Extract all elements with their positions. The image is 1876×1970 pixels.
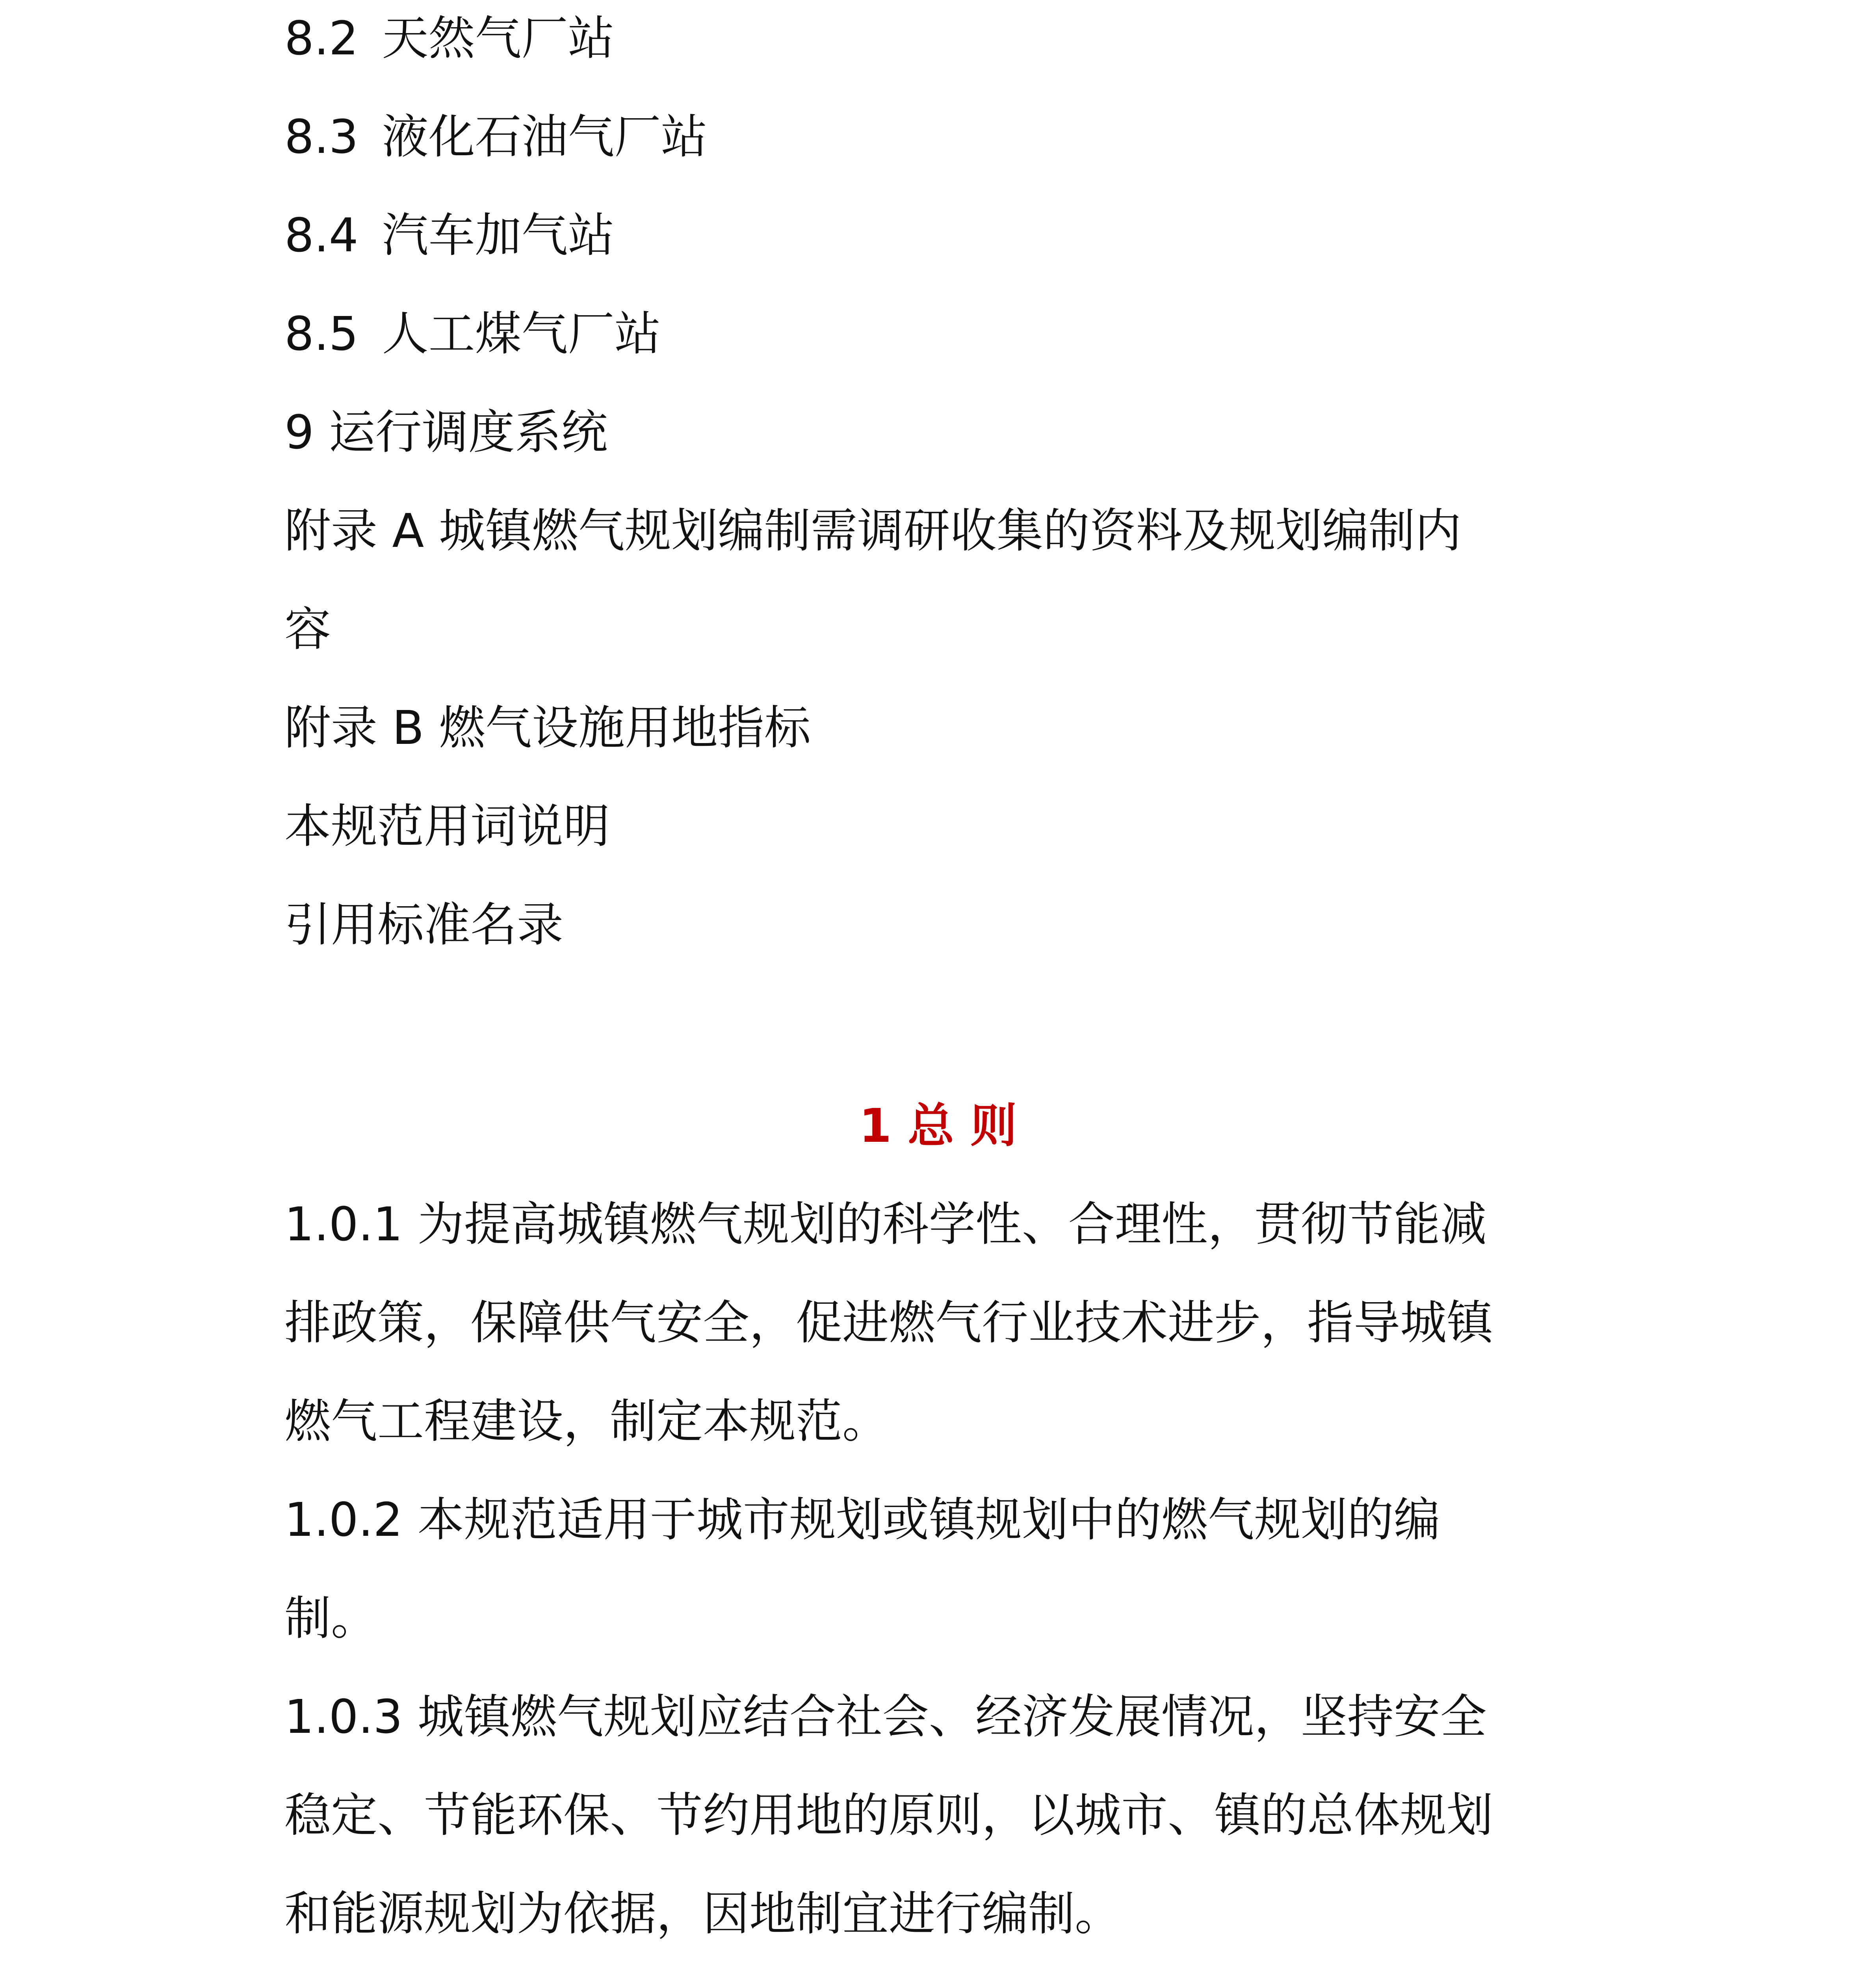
toc-entry-references (284, 895, 563, 954)
toc-entry-8-3 (284, 107, 708, 166)
toc-entry-8-4 (284, 206, 615, 265)
clause-1-0-3-line-1: 1.0.3 城镇燃气规划应结合社会、经济发展情况，坚持安全 (284, 1689, 1487, 1744)
toc-entry-title: 液化石油气厂站 (382, 110, 708, 164)
toc-entry-title: 天然气厂站 (382, 11, 615, 65)
toc-entry-8-5 (284, 304, 661, 363)
toc-entry-title: 汽车加气站 (382, 208, 615, 262)
clause-1-0-1-line-2: 排政策，保障供气安全，促进燃气行业技术进步，指导城镇 (284, 1295, 1493, 1350)
toc-entry-title: 本规范用词说明 (284, 799, 610, 853)
toc-entry-number: 8.4 (284, 208, 358, 262)
toc-entry-number: 8.3 (284, 110, 358, 164)
clause-1-0-2-line-2: 制。 (284, 1591, 378, 1645)
clause-1-0-3-line-2: 稳定、节能环保、节约用地的原则，以城市、镇的总体规划 (284, 1788, 1493, 1842)
toc-entry-number: 8.5 (284, 307, 358, 361)
toc-entry-appendix-a-cont (284, 600, 331, 659)
toc-entry-8-2 (284, 9, 615, 68)
toc-entry-title: 附录 A 城镇燃气规划编制需调研收集的资料及规划编制内 (284, 504, 1462, 558)
clause-1-0-3-line-3: 和能源规划为依据，因地制宜进行编制。 (284, 1886, 1122, 1941)
chapter-title: 1 总 则 (859, 1098, 1017, 1153)
clause-1-0-1-line-3: 燃气工程建设，制定本规范。 (284, 1394, 889, 1448)
toc-entry-title: 容 (284, 602, 331, 656)
toc-entry-title: 9 运行调度系统 (284, 405, 608, 459)
toc-entry-title: 人工煤气厂站 (382, 307, 661, 361)
clause-1-0-1-line-1: 1.0.1 为提高城镇燃气规划的科学性、合理性，贯彻节能减 (284, 1197, 1487, 1251)
toc-entry-appendix-b (284, 698, 811, 757)
toc-entry-9 (284, 403, 608, 462)
toc-entry-terms (284, 797, 610, 856)
toc-entry-appendix-a (284, 501, 1462, 560)
clause-1-0-2-line-1: 1.0.2 本规范适用于城市规划或镇规划中的燃气规划的编 (284, 1492, 1440, 1547)
toc-entry-title: 附录 B 燃气设施用地指标 (284, 701, 811, 755)
toc-entry-number: 8.2 (284, 11, 358, 65)
toc-entry-title: 引用标准名录 (284, 898, 564, 952)
